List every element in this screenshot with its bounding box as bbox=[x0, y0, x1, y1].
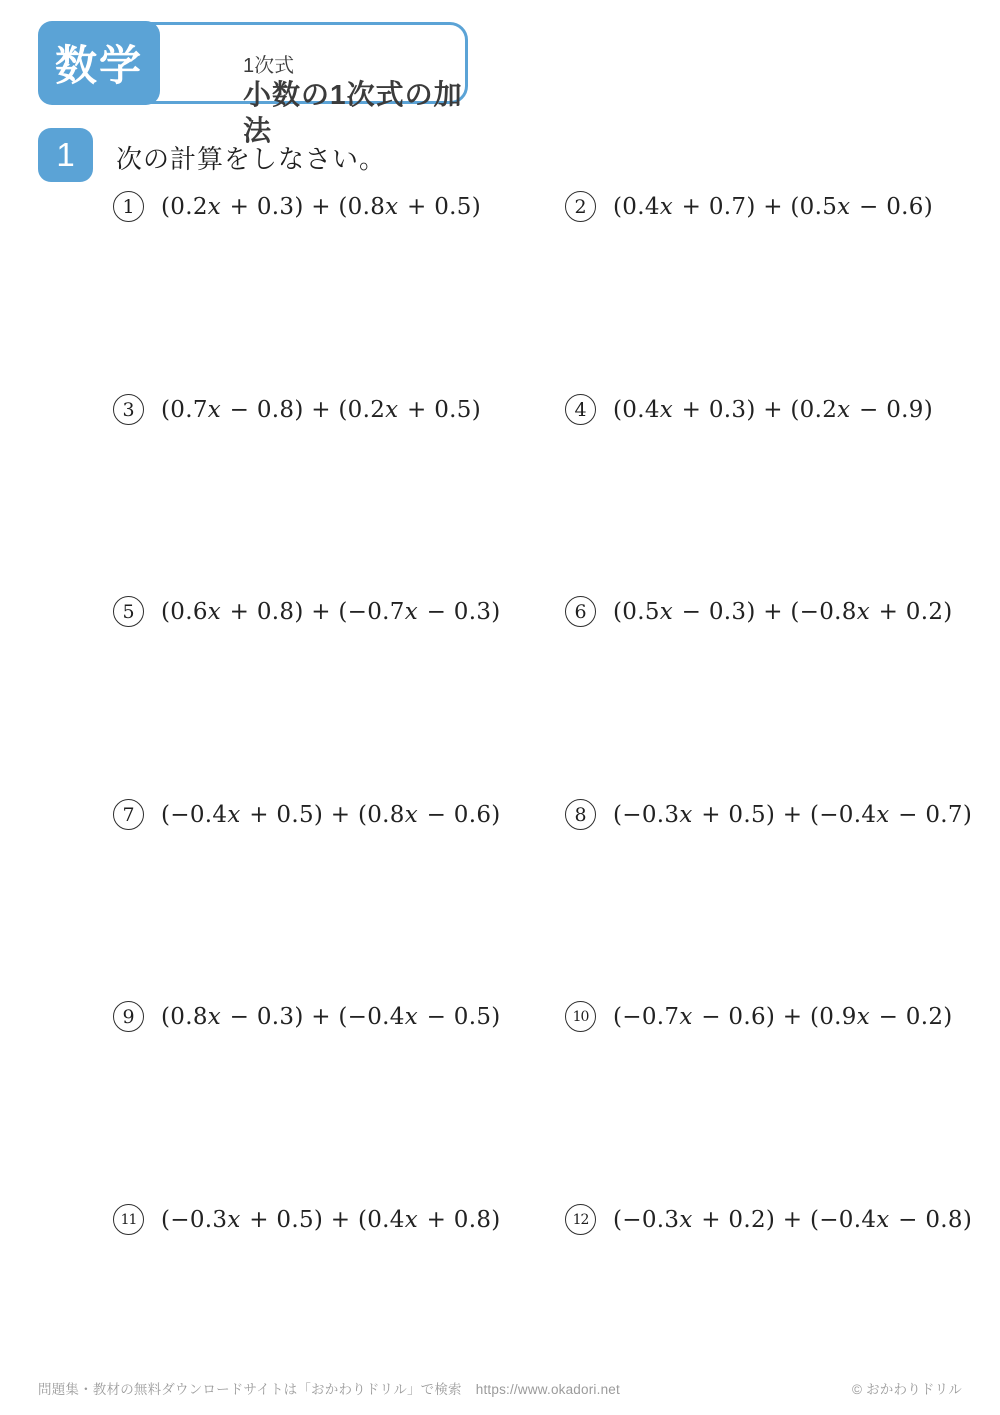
problem-expression: (0.5x − 0.3) + (−0.8x + 0.2) bbox=[613, 598, 953, 625]
footer-url: https://www.okadori.net bbox=[475, 1382, 620, 1397]
problem-number-badge: 1 bbox=[113, 191, 144, 222]
problem-row bbox=[113, 596, 953, 627]
problem-number-badge: 4 bbox=[565, 394, 596, 425]
problem-expression: (−0.3x + 0.5) + (0.4x + 0.8) bbox=[161, 1206, 501, 1233]
problem-row bbox=[113, 1001, 953, 1032]
problem-number-badge: 11 bbox=[113, 1204, 144, 1235]
header-category: 1次式 bbox=[243, 55, 295, 77]
problem-row bbox=[113, 191, 933, 222]
problem-expression: (0.7x − 0.8) + (0.2x + 0.5) bbox=[161, 396, 481, 423]
problem-expression: (0.4x + 0.3) + (0.2x − 0.9) bbox=[613, 396, 933, 423]
problem-item bbox=[113, 596, 565, 627]
problem-number-badge: 5 bbox=[113, 596, 144, 627]
problem-expression: (−0.3x + 0.2) + (−0.4x − 0.8) bbox=[613, 1206, 973, 1233]
problem-number-badge: 9 bbox=[113, 1001, 144, 1032]
problem-item bbox=[113, 799, 565, 830]
section-number-badge: 1 bbox=[38, 128, 93, 182]
problem-expression: (0.4x + 0.7) + (0.5x − 0.6) bbox=[613, 193, 933, 220]
problem-item bbox=[565, 799, 972, 830]
problem-row bbox=[113, 394, 933, 425]
problem-item bbox=[565, 1001, 953, 1032]
problem-item bbox=[565, 191, 933, 222]
problem-item bbox=[113, 1001, 565, 1032]
problem-number-badge: 8 bbox=[565, 799, 596, 830]
subject-badge: 数学 bbox=[38, 21, 160, 105]
problem-number-badge: 7 bbox=[113, 799, 144, 830]
problem-item bbox=[565, 596, 953, 627]
problem-item bbox=[113, 1204, 565, 1235]
problem-expression: (−0.4x + 0.5) + (0.8x − 0.6) bbox=[161, 801, 501, 828]
problem-item bbox=[113, 191, 565, 222]
page-title: 小数の1次式の加法 bbox=[243, 79, 463, 146]
problem-number-badge: 3 bbox=[113, 394, 144, 425]
footer-copyright: © おかわりドリル bbox=[852, 1382, 962, 1397]
problem-item bbox=[565, 394, 933, 425]
problem-number-badge: 6 bbox=[565, 596, 596, 627]
problem-number-badge: 12 bbox=[565, 1204, 596, 1235]
problem-expression: (−0.3x + 0.5) + (−0.4x − 0.7) bbox=[613, 801, 973, 828]
problem-row bbox=[113, 799, 972, 830]
section-instruction: 次の計算をしなさい。 bbox=[116, 145, 387, 175]
problem-row bbox=[113, 1204, 972, 1235]
problem-number-badge: 2 bbox=[565, 191, 596, 222]
problem-expression: (0.2x + 0.3) + (0.8x + 0.5) bbox=[161, 193, 481, 220]
problem-expression: (0.8x − 0.3) + (−0.4x − 0.5) bbox=[161, 1003, 501, 1030]
footer-left bbox=[38, 1378, 634, 1398]
problem-item bbox=[565, 1204, 972, 1235]
problem-number-badge: 10 bbox=[565, 1001, 596, 1032]
problem-item bbox=[113, 394, 565, 425]
footer-search-text: 問題集・教材の無料ダウンロードサイトは「おかわりドリル」で検索 bbox=[38, 1382, 462, 1397]
problem-expression: (−0.7x − 0.6) + (0.9x − 0.2) bbox=[613, 1003, 953, 1030]
footer bbox=[38, 1378, 962, 1398]
problem-expression: (0.6x + 0.8) + (−0.7x − 0.3) bbox=[161, 598, 501, 625]
